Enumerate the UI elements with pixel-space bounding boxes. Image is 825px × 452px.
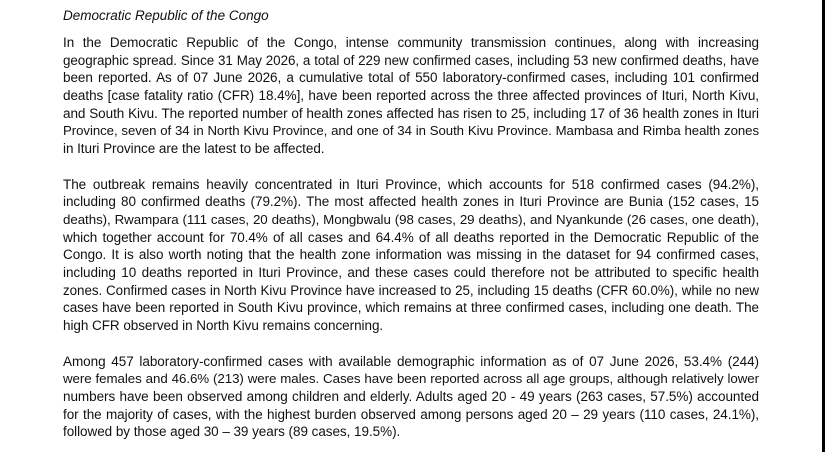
section-heading: Democratic Republic of the Congo [63,8,269,23]
text-line: in Ituri Province are the latest to be affected. [63,141,325,157]
text-line: deaths [case fatality ratio (CFR) 18.4%], have been reported across the three affected provinces of Ituri, North Kivu, [63,88,759,104]
text-line: including 80 confirmed deaths (79.2%). The most affected health zones in Ituri Province are Bunia (152 cases, 15 [63,194,759,210]
text-line: geographic spread. Since 31 May 2026, a total of 229 new confirmed cases, including 53 new confirmed deaths, have [63,52,759,68]
paragraph-demographics [63,353,759,441]
text-line: numbers have been observed among children and elderly. Adults aged 20 - 49 years (263 cases, 57.5%) accounted [63,388,759,404]
text-line: Among 457 laboratory-confirmed cases with available demographic information as of 07 June 2026, 53.4% (244) [63,353,759,369]
text-line: were females and 46.6% (213) were males. Cases have been reported across all age groups, although relatively lower [63,371,759,387]
text-line: followed by those aged 30 – 39 years (89 cases, 19.5%). [63,424,401,440]
text-line: and South Kivu. The reported number of health zones affected has risen to 25, including 17 of 36 health zones in Ituri [63,105,759,121]
text-line: Congo. It is also worth noting that the health zone information was missing in the dataset for 94 confirmed cases, [63,247,759,263]
text-line: Province, seven of 34 in North Kivu Province, and one of 34 in South Kivu Province. Mambasa and Rimba health zones [63,123,759,139]
text-line: including 10 deaths reported in Ituri Province, and these cases could therefore not be attributed to specific health [63,265,759,281]
text-line: been reported. As of 07 June 2026, a cumulative total of 550 laboratory-confirmed cases, including 101 confirmed [63,70,759,86]
paragraph-ituri-concentration [63,176,759,335]
paragraph-gap [63,158,759,176]
text-line: cases have been reported in South Kivu province, which remains at three confirmed cases, including one death. The [63,300,759,316]
text-line: The outbreak remains heavily concentrated in Ituri Province, which accounts for 518 confirmed cases (94.2%), [63,176,759,192]
text-line: In the Democratic Republic of the Congo, intense community transmission continues, along with increasing [63,35,759,50]
paragraph-transmission [63,34,759,158]
text-line: which together account for 70.4% of all cases and 64.4% of all deaths reported in the Democratic Republic of the [63,229,759,245]
paragraph-gap [63,335,759,353]
document-page [63,6,759,441]
text-line: high CFR observed in North Kivu remains concerning. [63,318,384,334]
text-line: deaths), Rwampara (111 cases, 20 deaths), Mongbwalu (98 cases, 29 deaths), and Nyankunde (26 cases, one death), [63,211,759,227]
text-line: for the majority of cases, with the highest burden observed among persons aged 20 – 29 years (110 cases, 24.1%), [63,406,759,422]
text-line: zones. Confirmed cases in North Kivu Province have increased to 25, including 15 deaths (CFR 60.0%), while no new [63,282,759,298]
